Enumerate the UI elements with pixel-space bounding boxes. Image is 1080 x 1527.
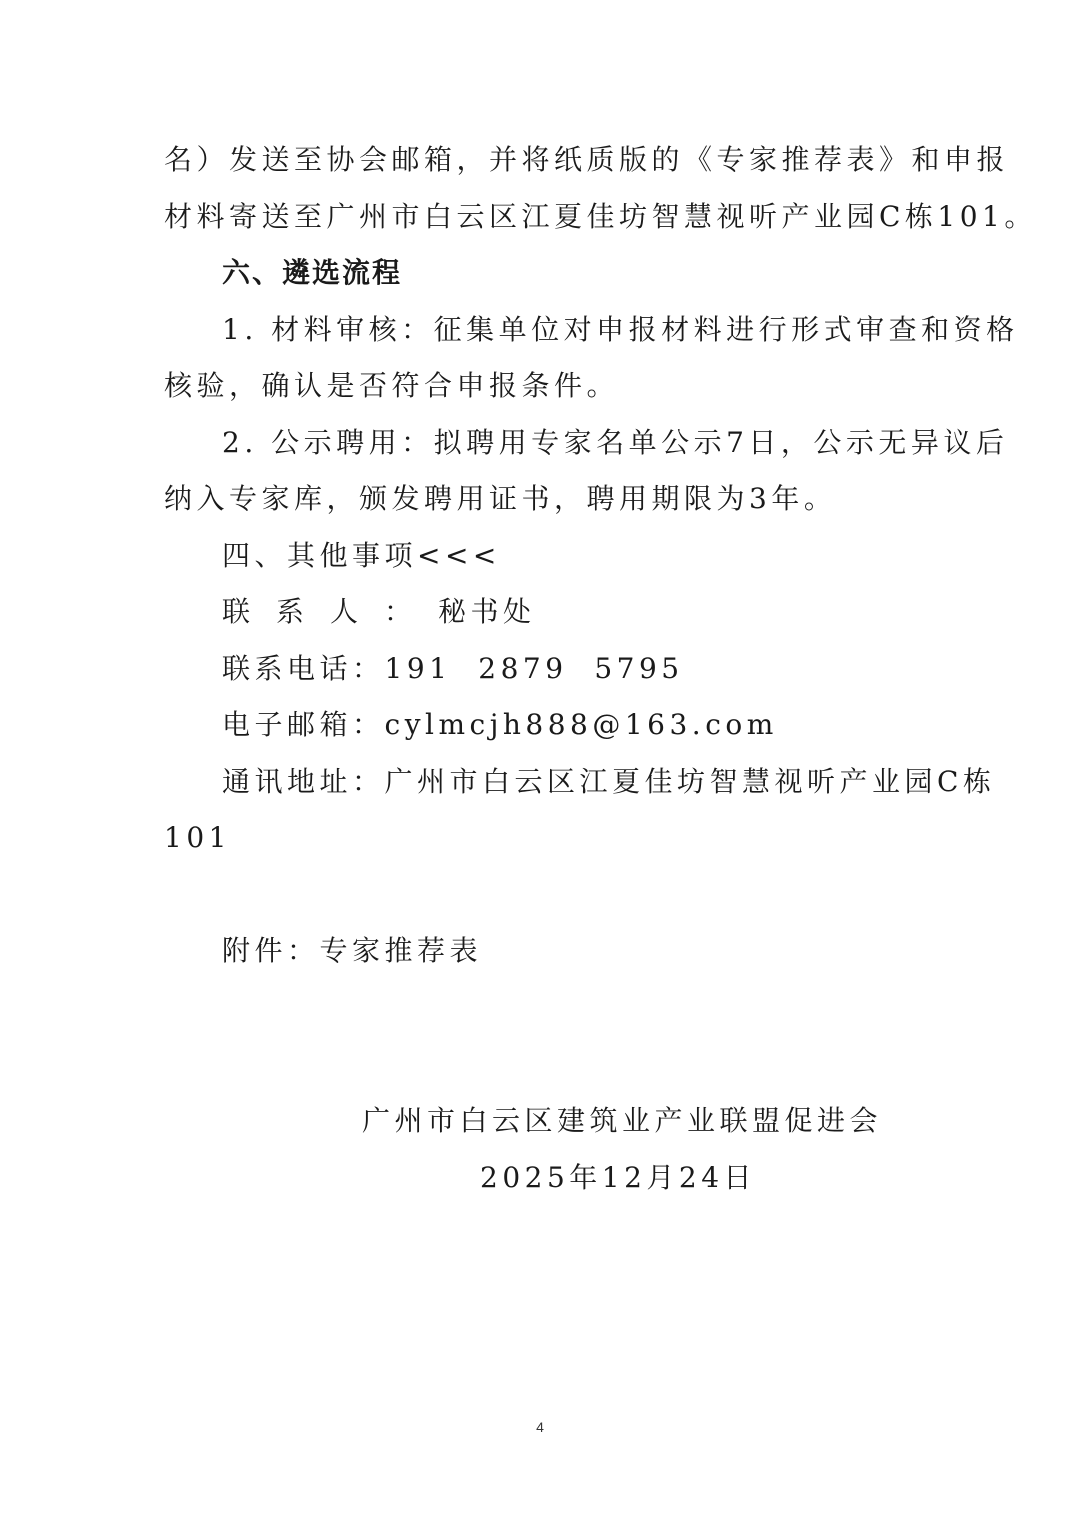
contact-address-value: 广州市白云区江夏佳坊智慧视听产业园C栋 [384, 765, 996, 798]
section-heading-selection-process: 六、遴选流程 [222, 256, 403, 289]
process-item-2-line-2: 纳入专家库，颁发聘用证书，聘用期限为3年。 [164, 482, 837, 515]
process-item-2-line-1: 2. 公示聘用：拟聘用专家名单公示7日，公示无异议后 [222, 426, 1009, 459]
process-item-1-line-1: 1. 材料审核：征集单位对申报材料进行形式审查和资格 [222, 313, 1019, 346]
attachment-value: 专家推荐表 [319, 934, 483, 967]
contact-email-row [222, 705, 778, 745]
attachment-row [222, 931, 482, 971]
contact-email-value: cylmcjh888@163.com [384, 708, 778, 741]
attachment-label: 附件： [222, 934, 320, 967]
signature-date: 2025年12月24日 [480, 1161, 757, 1194]
contact-phone-value: 191 2879 5795 [384, 652, 684, 685]
contact-phone-row [222, 649, 684, 689]
paragraph-continuation-line-2: 材料寄送至广州市白云区江夏佳坊智慧视听产业园C栋101。 [164, 200, 1037, 233]
contact-person-value: 秘书处 [438, 595, 536, 628]
contact-email-label: 电子邮箱： [222, 708, 385, 741]
contact-address-row [222, 762, 995, 802]
contact-person-row [222, 592, 536, 632]
contact-address-line-2: 101 [164, 821, 231, 854]
signature-organization: 广州市白云区建筑业产业联盟促进会 [362, 1104, 883, 1137]
page-number: 4 [536, 1419, 544, 1435]
contact-address-label: 通讯地址： [222, 765, 385, 798]
section-heading-other-matters: 四、其他事项<<< [222, 539, 501, 572]
paragraph-continuation-line-1: 名）发送至协会邮箱，并将纸质版的《专家推荐表》和申报 [164, 143, 1010, 176]
contact-person-label: 联系人： [222, 595, 439, 628]
contact-phone-label: 联系电话： [222, 652, 385, 685]
process-item-1-line-2: 核验，确认是否符合申报条件。 [164, 369, 620, 402]
